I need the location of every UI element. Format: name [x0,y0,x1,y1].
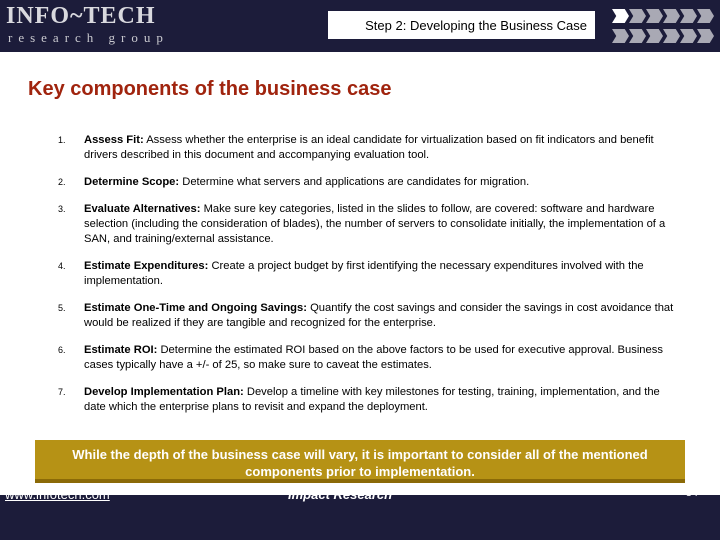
list-item [58,259,678,289]
progress-chevron [697,29,714,43]
website-link[interactable]: www.infotech.com [5,487,110,502]
item-description: Create a project budget by first identifying the necessary expenditures involved with the implementation. [84,260,644,287]
item-description: Quantify the cost savings and consider the savings in cost avoidance that would be realized if they are tangible and recognized for the enterprise. [84,302,674,329]
item-text [84,175,529,190]
list-item [58,133,678,163]
item-text [84,385,678,415]
item-number: 2. [58,177,66,187]
progress-chevron [629,9,646,23]
progress-chevron [697,9,714,23]
item-number: 7. [58,387,66,397]
item-term: Assess Fit: [84,134,144,146]
callout-text: While the depth of the business case will vary, it is important to consider all of the mentioned components prior to implementation. [72,447,648,479]
item-text [84,301,678,331]
item-text [84,133,678,163]
logo-tagline: research group [8,30,169,45]
item-number: 5. [58,303,66,313]
progress-chevron [612,9,629,23]
list-item [58,343,678,373]
item-description: Assess whether the enterprise is an ideal candidate for virtualization based on fit indicators and benefit drivers described in this document and accompanying evaluation tool. [84,134,654,161]
progress-chevrons [612,5,716,47]
progress-chevron [629,29,646,43]
step-label: Step 2: Developing the Business Case [365,18,587,33]
progress-chevron [646,9,663,23]
callout-banner [35,440,685,483]
footer-brand-text: Impact Research [288,487,393,502]
item-number: 1. [58,135,66,145]
progress-chevron [663,9,680,23]
progress-chevron [646,29,663,43]
list-item [58,202,678,247]
item-text [84,259,678,289]
item-number: 6. [58,345,66,355]
progress-chevron [612,29,629,43]
list-item [58,175,678,190]
components-list [58,133,678,427]
step-label-box [328,11,595,39]
logo-wordmark: INFO~TECH [6,3,156,29]
item-number: 3. [58,204,66,214]
header-bar [0,0,720,52]
item-description: Develop a timeline with key milestones for testing, training, implementation, and the date which the enterprise plans to revisit and expand the deployment. [84,386,660,413]
item-text [84,343,678,373]
item-number: 4. [58,261,66,271]
progress-chevron [680,29,697,43]
item-text [84,202,678,247]
item-term: Estimate ROI: [84,344,158,356]
page-number: 34 [685,487,698,499]
progress-chevron [680,9,697,23]
item-term: Estimate Expenditures: [84,260,209,272]
item-description: Determine the estimated ROI based on the above factors to be used for executive approval. Business cases typically have a +/- of 25, so make sure to caveat the estimates. [84,344,663,371]
item-description: Determine what servers and applications are candidates for migration. [179,176,530,188]
item-term: Develop Implementation Plan: [84,386,244,398]
progress-chevron [663,29,680,43]
item-term: Determine Scope: [84,176,180,188]
item-term: Evaluate Alternatives: [84,203,201,215]
item-term: Estimate One-Time and Ongoing Savings: [84,302,307,314]
item-description: Make sure key categories, listed in the slides to follow, are covered: software and hardware selection (including the consideration of blades), the number of servers to consolidate initially, the implementation of a SAN, and training/external assistance. [84,203,666,245]
list-item [58,301,678,331]
slide-title: Key components of the business case [28,78,392,100]
list-item [58,385,678,415]
info-tech-logo [6,3,186,47]
